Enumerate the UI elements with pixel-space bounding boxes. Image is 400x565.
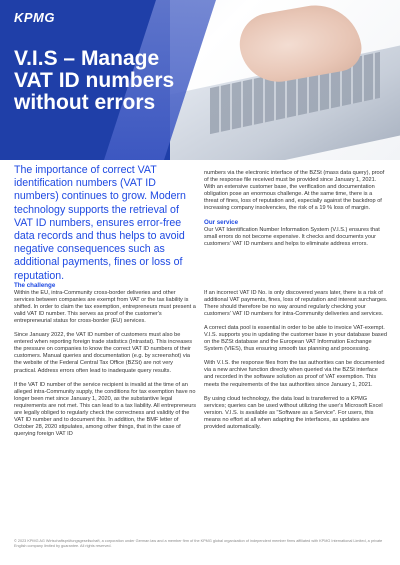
title-line: without errors [14,91,156,114]
left-column [14,282,196,445]
challenge-paragraph: Within the EU, intra-Community cross-border deliveries and other services between companies are exempt from VAT or the tax liability is shifted. In order to claim the tax exemption, entrepreneurs must present a valid VAT ID number. This serves as proof of the customer's entrepreneurial status for cross-border (EU) services. [14,290,196,325]
kpmg-logo: KPMG [14,10,55,25]
service-detail-paragraph: With V.I.S. the response files from the tax authorities can be documented via a new archive function directly when queried via the BZSt interface and recorded in the software solution as proof of VAT exemption. This meets the requirements of the tax authorities since January 1, 2021. [204,360,385,388]
challenge-paragraph: Since January 2022, the VAT ID number of customers must also be entered when reporting foreign trade statistics (Intrastat). This increases the pressure on companies to know the correct VAT ID numbers of their customers. Manual queries and documentation (e.g. by screenshot) via the website of the Federal Central Tax Office (BZSt) are not very practical. Address errors often lead to inadequate query results. [14,332,193,374]
service-detail-paragraph: A correct data pool is essential in order to be able to invoice VAT-exempt. V.I.S. supports you in updating the customer base in your database based on the BZSt database and the European VAT Information Exchange System (VIES), thus ensuring smooth tax planning and processing. [204,325,387,353]
hero-banner [0,0,400,160]
service-paragraph: Our VAT Identification Number Information System (V.I.S.) ensures that small errors do not become expensive. It checks and documents your customers' VAT ID numbers and helps to eliminate address errors. [204,227,380,248]
challenge-heading: The challenge [14,282,56,289]
title-line: V.I.S – Manage [14,47,160,70]
challenge-paragraph: If the VAT ID number of the service recipient is invalid at the time of an alleged intra-Community supply, the conditions for tax exemption have no longer been met since January 1, 2020, as the substantive legal requirements are not met. This can lead to a tax liability. All entrepreneurs are legally obliged to regularly check the correctness and validity of the VAT ID number and to document this. In addition, the BMF letter of October 28, 2020 stipulates, among other things, that in the case of querying foreign VAT ID [14,381,196,437]
service-heading: Our service [204,219,239,227]
lead-paragraph: The importance of correct VAT identification numbers (VAT ID numbers) continues to grow. Modern technology supports the retrieval of VAT ID numbers, ensures error-free data records and thus helps to avoid negative consequences such as additional payments, fines or loss of reputation. [14,164,186,282]
challenge-continued-paragraph: numbers via the electronic interface of the BZSt (mass data query), proof of the response file received must be provided since January 1, 2021. With an extensive customer base, the verification and documentation obligation pose an enormous challenge. At the same time, there is a threat of fines, loss of reputation and, especially against the backdrop of increasing company insolvencies, the risk of a 19 % loss of margin. [204,170,385,212]
copyright-footer: © 2023 KPMG AG Wirtschaftsprüfungsgesellschaft, a corporation under German law and a member firm of the KPMG global organization of independent member firms affiliated with KPMG International Limited, a private English company limited by guarantee. All rights reserved. [14,539,383,548]
right-column-bottom [204,290,388,438]
service-detail-paragraph: By using cloud technology, the data load is transferred to a KPMG services; queries can be used without utilizing the user's Microsoft Excel version. V.I.S. is available as "Software as a Service". For users, this means no effort at all when adapting the interfaces, as updates are provided automatically. [204,395,383,430]
right-column-top [204,170,388,255]
title-line: VAT ID numbers [14,69,175,92]
service-detail-paragraph: If an incorrect VAT ID No. is only discovered years later, there is a risk of additional VAT payments, fines, loss of reputation and interest surcharges. There should therefore be no way around regularly checking your customers' VAT ID numbers for intra-Community deliveries and services. [204,290,388,318]
page-title [14,48,174,114]
